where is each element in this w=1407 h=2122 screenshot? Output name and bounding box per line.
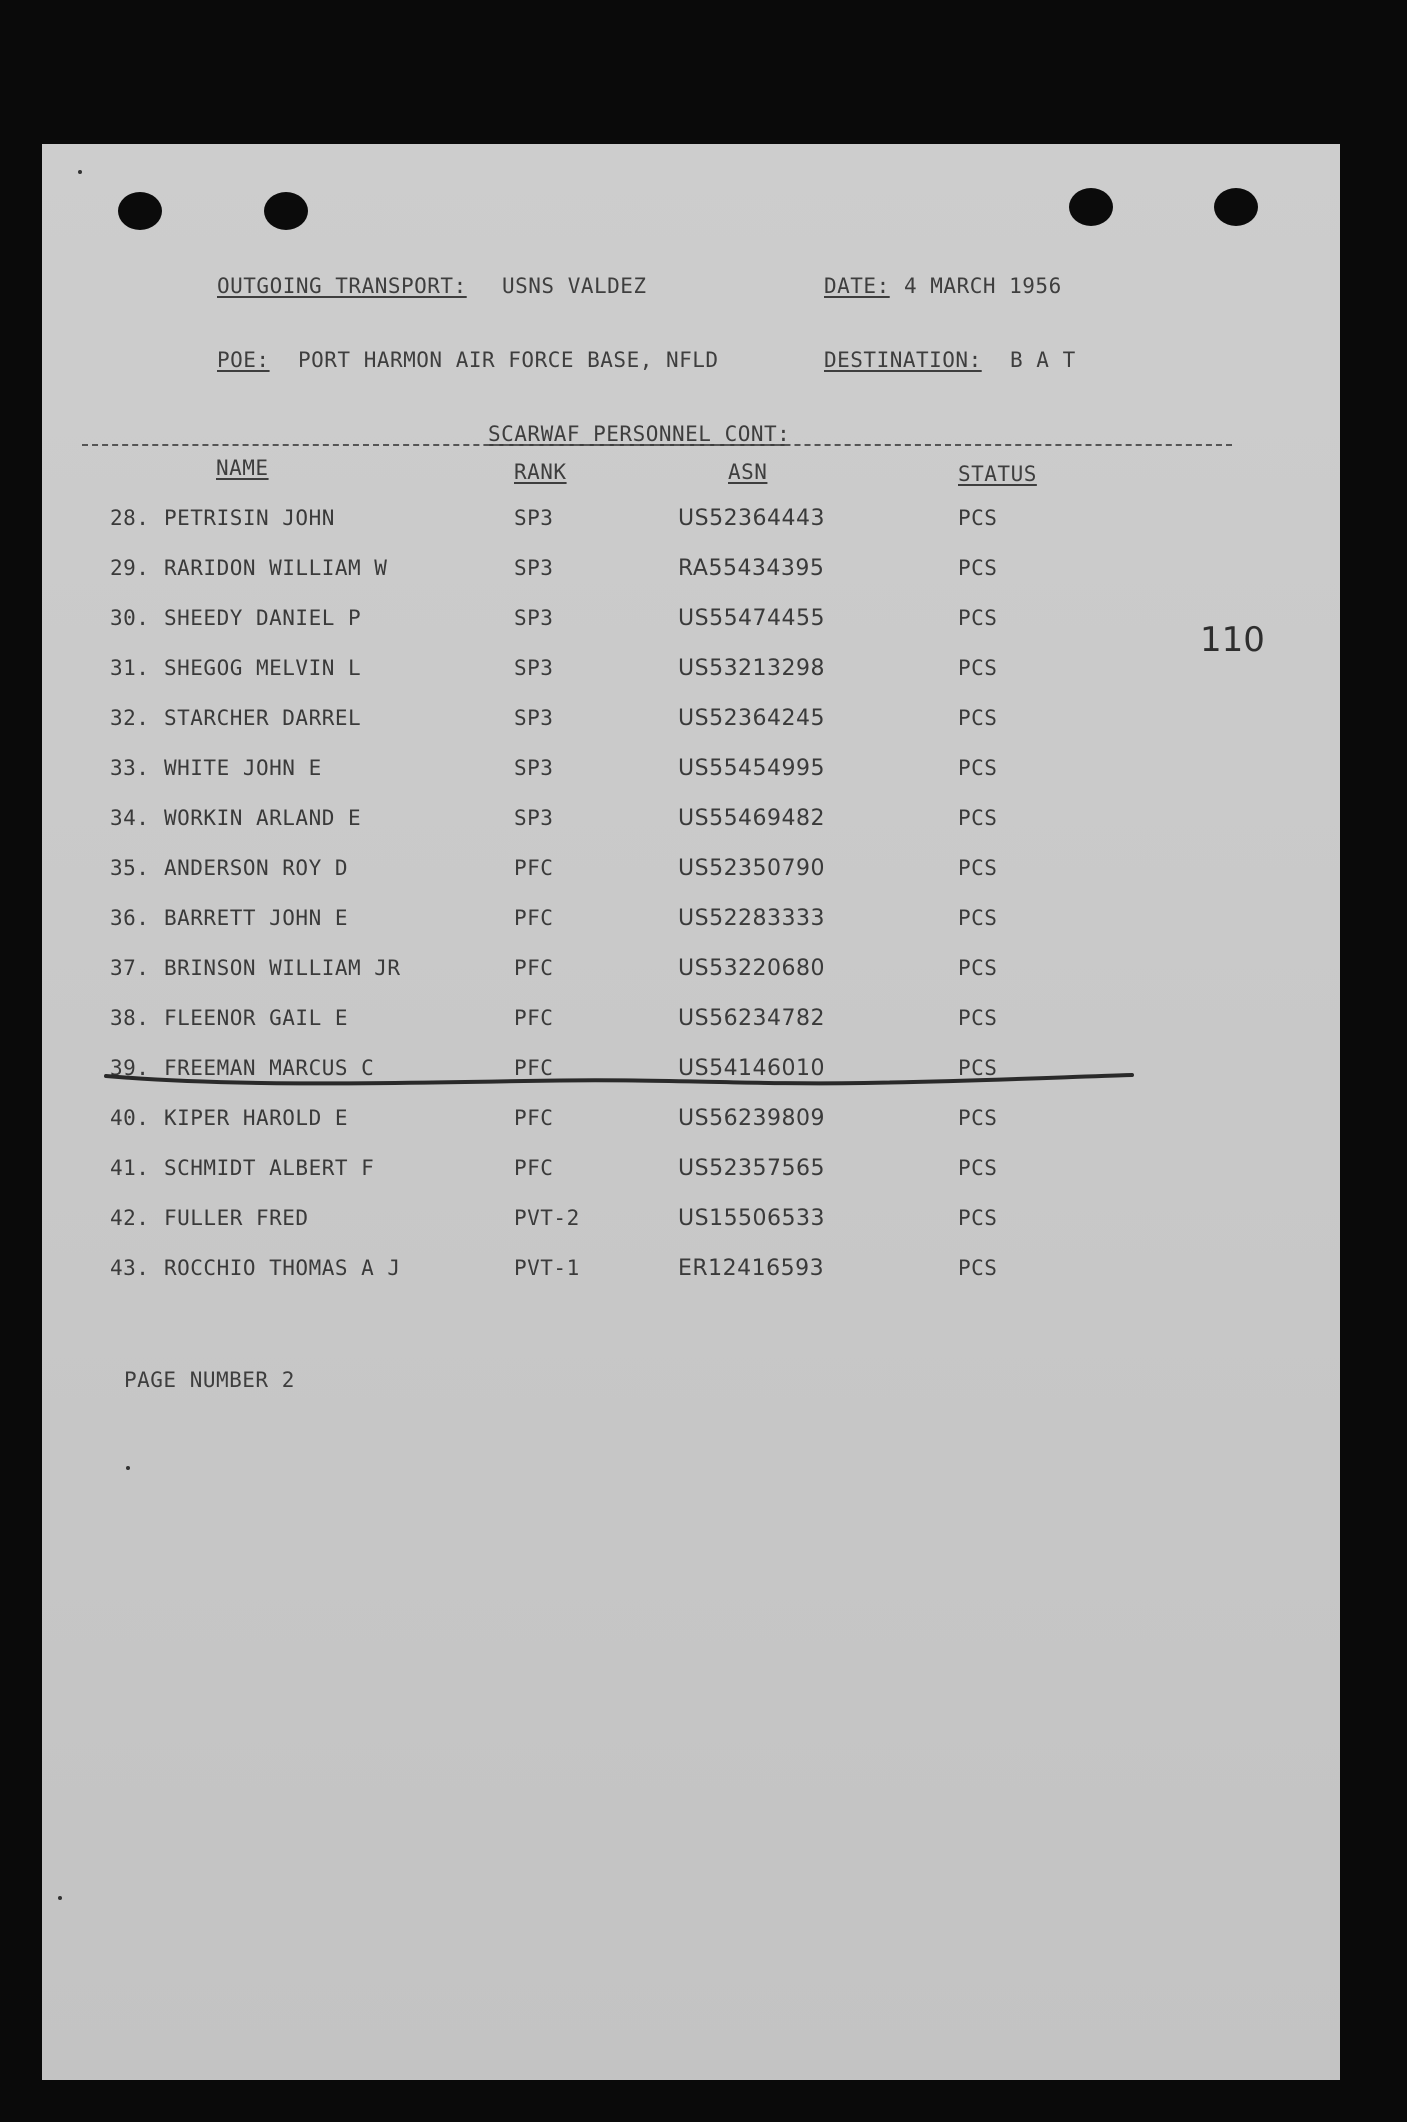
row-rank: PFC — [514, 1056, 554, 1080]
row-rank: SP3 — [514, 756, 554, 780]
row-number: 36. — [110, 906, 150, 930]
row-status: PCS — [958, 1056, 998, 1080]
row-name: FREEMAN MARCUS C — [164, 1056, 375, 1080]
row-status: PCS — [958, 956, 998, 980]
row-asn: ER12416593 — [678, 1256, 825, 1281]
row-number: 41. — [110, 1156, 150, 1180]
document-page — [42, 144, 1340, 2080]
row-asn: US55454995 — [678, 756, 826, 781]
row-asn: RA55434395 — [678, 556, 825, 581]
row-asn: US15506533 — [678, 1206, 826, 1231]
section-title: SCARWAF PERSONNEL CONT: — [488, 422, 791, 446]
strikethrough-mark — [104, 1072, 1134, 1086]
list-item — [42, 706, 1340, 746]
row-status: PCS — [958, 506, 998, 530]
row-name: SHEGOG MELVIN L — [164, 656, 362, 680]
footer-page-number: PAGE NUMBER 2 — [124, 1368, 295, 1392]
row-rank: SP3 — [514, 506, 554, 530]
punch-hole-4 — [1214, 188, 1258, 226]
row-name: WORKIN ARLAND E — [164, 806, 362, 830]
destination-value: B A T — [1010, 348, 1076, 372]
row-asn: US55469482 — [678, 806, 826, 831]
row-name: STARCHER DARREL — [164, 706, 362, 730]
list-item — [42, 606, 1340, 646]
list-item — [42, 856, 1340, 896]
row-rank: SP3 — [514, 606, 554, 630]
punch-hole-1 — [118, 192, 162, 230]
row-rank: PFC — [514, 856, 554, 880]
list-item — [42, 806, 1340, 846]
punch-hole-3 — [1069, 188, 1113, 226]
row-rank: PVT-2 — [514, 1206, 580, 1230]
row-status: PCS — [958, 856, 998, 880]
row-asn: US53220680 — [678, 956, 826, 981]
row-asn: US52283333 — [678, 906, 826, 931]
poe-value: PORT HARMON AIR FORCE BASE, NFLD — [298, 348, 719, 372]
row-number: 29. — [110, 556, 150, 580]
punch-hole-2 — [264, 192, 308, 230]
column-header-rank: RANK — [514, 460, 567, 484]
list-item — [42, 656, 1340, 696]
row-status: PCS — [958, 606, 998, 630]
row-name: ANDERSON ROY D — [164, 856, 349, 880]
row-name: ROCCHIO THOMAS A J — [164, 1256, 401, 1280]
list-item — [42, 1106, 1340, 1146]
row-number: 30. — [110, 606, 150, 630]
row-number: 32. — [110, 706, 150, 730]
row-number: 28. — [110, 506, 150, 530]
row-status: PCS — [958, 1106, 998, 1130]
separator-line — [82, 444, 1232, 446]
row-rank: PVT-1 — [514, 1256, 580, 1280]
list-item — [42, 956, 1340, 996]
destination-label: DESTINATION: — [824, 348, 982, 372]
row-rank: PFC — [514, 956, 554, 980]
row-asn: US56239809 — [678, 1106, 826, 1131]
row-status: PCS — [958, 706, 998, 730]
page-number-stamp: 110 — [1200, 620, 1265, 660]
list-item — [42, 1006, 1340, 1046]
row-asn: US55474455 — [678, 606, 826, 631]
row-number: 31. — [110, 656, 150, 680]
row-number: 33. — [110, 756, 150, 780]
row-number: 43. — [110, 1256, 150, 1280]
row-rank: PFC — [514, 1156, 554, 1180]
row-name: FLEENOR GAIL E — [164, 1006, 349, 1030]
row-asn: US54146010 — [678, 1056, 826, 1081]
row-rank: SP3 — [514, 556, 554, 580]
row-rank: SP3 — [514, 656, 554, 680]
list-item — [42, 1156, 1340, 1196]
transport-value: USNS VALDEZ — [502, 274, 647, 298]
row-number: 42. — [110, 1206, 150, 1230]
row-number: 38. — [110, 1006, 150, 1030]
list-item — [42, 556, 1340, 596]
list-item — [42, 1206, 1340, 1246]
row-name: RARIDON WILLIAM W — [164, 556, 388, 580]
list-item — [42, 506, 1340, 546]
row-number: 34. — [110, 806, 150, 830]
row-name: SCHMIDT ALBERT F — [164, 1156, 375, 1180]
paper-speck — [78, 170, 82, 174]
paper-speck — [126, 1466, 130, 1470]
row-rank: SP3 — [514, 706, 554, 730]
row-name: FULLER FRED — [164, 1206, 309, 1230]
list-item — [42, 756, 1340, 796]
list-item — [42, 1256, 1340, 1296]
poe-label: POE: — [217, 348, 270, 372]
row-rank: SP3 — [514, 806, 554, 830]
row-name: BARRETT JOHN E — [164, 906, 349, 930]
transport-label: OUTGOING TRANSPORT: — [217, 274, 467, 298]
row-status: PCS — [958, 1206, 998, 1230]
row-asn: US52364443 — [678, 506, 826, 531]
row-number: 35. — [110, 856, 150, 880]
row-status: PCS — [958, 1156, 998, 1180]
row-number: 37. — [110, 956, 150, 980]
column-header-asn: ASN — [728, 460, 768, 484]
row-name: KIPER HAROLD E — [164, 1106, 349, 1130]
row-name: PETRISIN JOHN — [164, 506, 335, 530]
row-name: BRINSON WILLIAM JR — [164, 956, 401, 980]
row-rank: PFC — [514, 1106, 554, 1130]
row-asn: US52357565 — [678, 1156, 826, 1181]
column-header-name: NAME — [216, 456, 269, 480]
list-item — [42, 906, 1340, 946]
row-status: PCS — [958, 756, 998, 780]
row-status: PCS — [958, 556, 998, 580]
date-label: DATE: — [824, 274, 890, 298]
row-status: PCS — [958, 1256, 998, 1280]
row-rank: PFC — [514, 1006, 554, 1030]
row-status: PCS — [958, 906, 998, 930]
row-status: PCS — [958, 1006, 998, 1030]
row-number: 39. — [110, 1056, 150, 1080]
paper-speck — [58, 1896, 62, 1900]
row-asn: US52350790 — [678, 856, 826, 881]
date-value: 4 MARCH 1956 — [904, 274, 1062, 298]
column-header-status: STATUS — [958, 462, 1037, 486]
row-rank: PFC — [514, 906, 554, 930]
row-asn: US53213298 — [678, 656, 826, 681]
row-name: WHITE JOHN E — [164, 756, 322, 780]
row-name: SHEEDY DANIEL P — [164, 606, 362, 630]
row-status: PCS — [958, 656, 998, 680]
row-number: 40. — [110, 1106, 150, 1130]
row-asn: US52364245 — [678, 706, 826, 731]
row-asn: US56234782 — [678, 1006, 826, 1031]
row-status: PCS — [958, 806, 998, 830]
